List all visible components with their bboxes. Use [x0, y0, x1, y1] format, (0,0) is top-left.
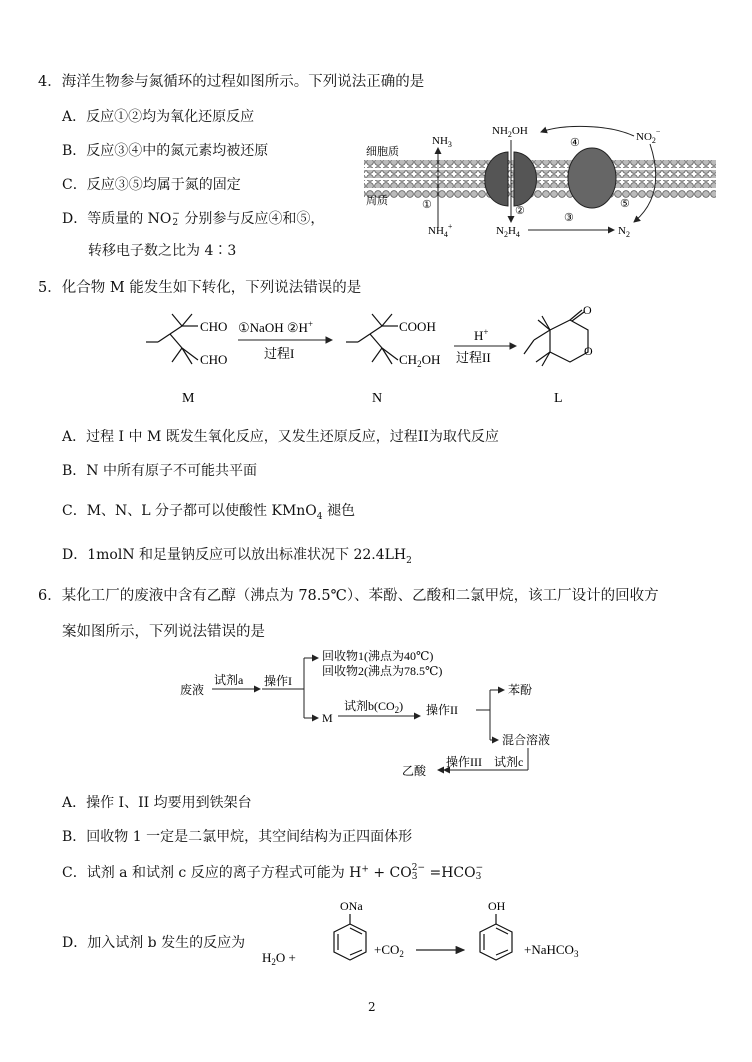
q6-option-a: A．操作 I、II 均要用到铁架台 — [62, 795, 252, 811]
q6-recovery-flowchart — [176, 644, 576, 784]
molecule-m — [146, 314, 198, 364]
molecule-n — [346, 314, 398, 364]
phenol-structure — [480, 914, 512, 960]
q4-stem: 4．海洋生物参与氮循环的过程如图所示。下列说法正确的是 — [38, 74, 425, 90]
flow-reagent-a: 试剂a — [214, 673, 244, 687]
q4-option-c: C．反应③⑤均属于氮的固定 — [62, 177, 241, 193]
q6-stem-line1: 6．某化工厂的废液中含有乙醇（沸点为 78.5℃）、苯酚、乙酸和二氯甲烷，该工厂设计的回收方 — [38, 588, 659, 604]
flow-reagent-b: 试剂$b(CO_2)$ — [344, 699, 404, 715]
q4-nitrogen-cycle-figure — [358, 118, 730, 244]
flow-reagent-c: 试剂c — [494, 755, 524, 769]
label-no2: $NO_2^-$ — [636, 127, 661, 145]
q6-option-d: D．加入试剂 b 发生的反应为 — [62, 935, 246, 951]
q5-option-b: B．N 中所有原子不可能共平面 — [62, 463, 257, 479]
n-cooh: COOH — [399, 319, 436, 334]
sodium-phenoxide-structure — [334, 914, 366, 960]
flow-rec2: 回收物2(沸点为78.5℃) — [322, 664, 443, 678]
l-carbonyl-o: O — [583, 303, 592, 317]
reagent-1: ①NaOH ②H+ — [238, 319, 313, 335]
reaction-2: ② — [515, 205, 525, 217]
q5-option-d: D．1molN 和足量钠反应可以放出标准状况下 $22.4LH_2$ — [62, 547, 412, 566]
label-nh3: $NH_3$ — [432, 135, 452, 149]
eq-co2: $+CO_2$ — [374, 942, 404, 959]
label-n: N — [372, 391, 383, 406]
label-periplasm: 周质 — [366, 195, 388, 207]
eq-water: $H_2O$ + — [262, 950, 296, 967]
q6-option-d-equation — [258, 896, 598, 978]
q5-option-a: A．过程 I 中 M 既发生氧化反应，又发生还原反应，过程II为取代反应 — [62, 429, 499, 445]
reaction-1: ① — [422, 199, 432, 211]
flow-rec1: 回收物1(沸点为40℃) — [322, 649, 434, 663]
label-nh4: $NH_4^+$ — [428, 222, 453, 239]
label-l: L — [554, 391, 563, 406]
process-2: 过程II — [456, 350, 491, 365]
eq-nahco3: +NaHCO$_3$ — [524, 942, 579, 959]
eq-oh: OH — [488, 899, 506, 913]
q5-stem: 5．化合物 M 能发生如下转化，下列说法错误的是 — [38, 280, 362, 296]
q6-stem-line2: 案如图所示，下列说法错误的是 — [62, 624, 265, 640]
reaction-3: ③ — [564, 212, 574, 224]
m-cho-bottom: CHO — [200, 352, 228, 367]
molecule-l — [524, 310, 588, 366]
process-1: 过程I — [264, 346, 295, 361]
label-n2h4: $N_2H_4$ — [496, 225, 520, 239]
cell-membrane — [364, 160, 716, 198]
flow-op3: 操作III — [446, 755, 482, 769]
label-nh2oh: $NH_2OH$ — [492, 125, 528, 139]
q5-reaction-scheme — [136, 300, 616, 410]
q6-option-b: B．回收物 1 一定是二氯甲烷，其空间结构为正四面体形 — [62, 829, 413, 845]
flow-acetic-acid: 乙酸 — [402, 764, 427, 778]
flow-phenol: 苯酚 — [508, 683, 533, 697]
q5-option-c: C．M、N、L 分子都可以使酸性 KMnO$_4$ 褪色 — [62, 503, 355, 522]
membrane-protein-round — [568, 148, 616, 208]
l-ring-o: O — [584, 344, 593, 358]
q4-option-b: B．反应③④中的氮元素均被还原 — [62, 143, 269, 159]
label-cytoplasm: 细胞质 — [366, 146, 399, 158]
reaction-4: ④ — [570, 137, 580, 149]
flow-waste: 废液 — [180, 683, 205, 697]
flow-mixed: 混合溶液 — [502, 733, 551, 747]
q4-option-d: D．等质量的 NO − 2 分别参与反应④和⑤， — [62, 209, 325, 228]
reaction-5: ⑤ — [620, 198, 630, 210]
page-number: 2 — [368, 1000, 376, 1014]
q6-option-c: C．试剂 a 和试剂 c 反应的离子方程式可能为 H+ + CO 2− 3 =HCO − 3 — [62, 863, 484, 882]
q4-option-d-line2: 转移电子数之比为 4∶3 — [88, 243, 237, 259]
label-m: M — [182, 391, 195, 406]
flow-op2: 操作II — [426, 703, 458, 717]
n-ch2oh: $CH_2OH$ — [399, 352, 441, 369]
label-n2: $N_2$ — [618, 225, 630, 239]
flow-op1: 操作I — [264, 674, 292, 688]
flow-m: M — [322, 711, 333, 725]
q4-option-a: A．反应①②均为氧化还原反应 — [62, 109, 255, 125]
m-cho-top: CHO — [200, 319, 228, 334]
eq-ona: ONa — [340, 899, 363, 913]
reagent-2: H+ — [474, 327, 489, 343]
